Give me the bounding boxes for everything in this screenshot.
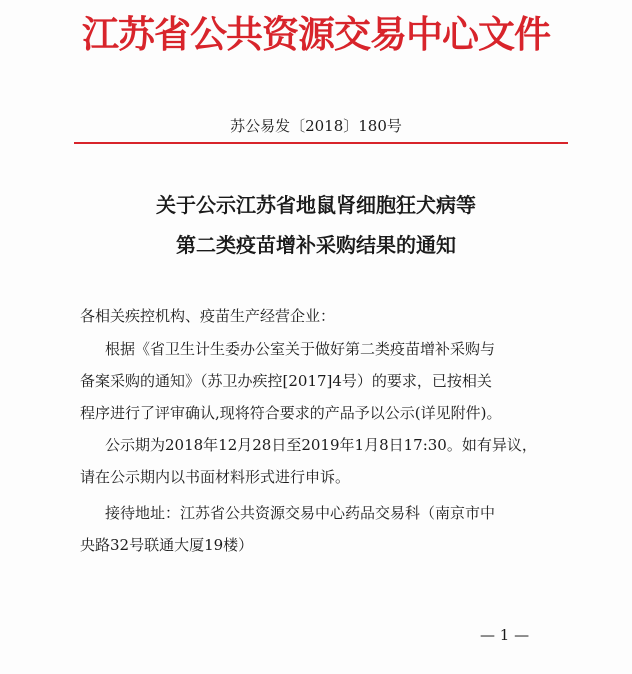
notice-title-line-1: 关于公示江苏省地鼠肾细胞狂犬病等	[156, 193, 476, 217]
page-number: — 1 —	[480, 626, 530, 644]
paragraph-1-line-1: 根据《省卫生计生委办公室关于做好第二类疫苗增补采购与	[105, 340, 496, 358]
red-divider-rule	[74, 142, 568, 144]
document-number: 苏公易发〔2018〕180号	[230, 117, 402, 135]
paragraph-3-line-1: 接待地址：江苏省公共资源交易中心药品交易科（南京市中	[105, 504, 496, 522]
paragraph-1-line-3: 程序进行了评审确认,现将符合要求的产品予以公示(详见附件)。	[80, 404, 502, 422]
notice-title-line-2: 第二类疫苗增补采购结果的通知	[176, 233, 456, 257]
paragraph-2-line-2: 请在公示期内以书面材料形式进行申诉。	[80, 468, 351, 486]
header-title: 江苏省公共资源交易中心文件	[82, 12, 550, 56]
paragraph-3-line-2: 央路32号联通大厦19楼）	[80, 536, 254, 554]
salutation: 各相关疾控机构、疫苗生产经营企业：	[80, 307, 336, 325]
paragraph-2-line-1: 公示期为2018年12月28日至2019年1月8日17:30。如有异议，	[105, 436, 537, 454]
paragraph-1-line-2: 备案采购的通知》（苏卫办疾控[2017]4号）的要求，已按相关	[80, 372, 492, 390]
